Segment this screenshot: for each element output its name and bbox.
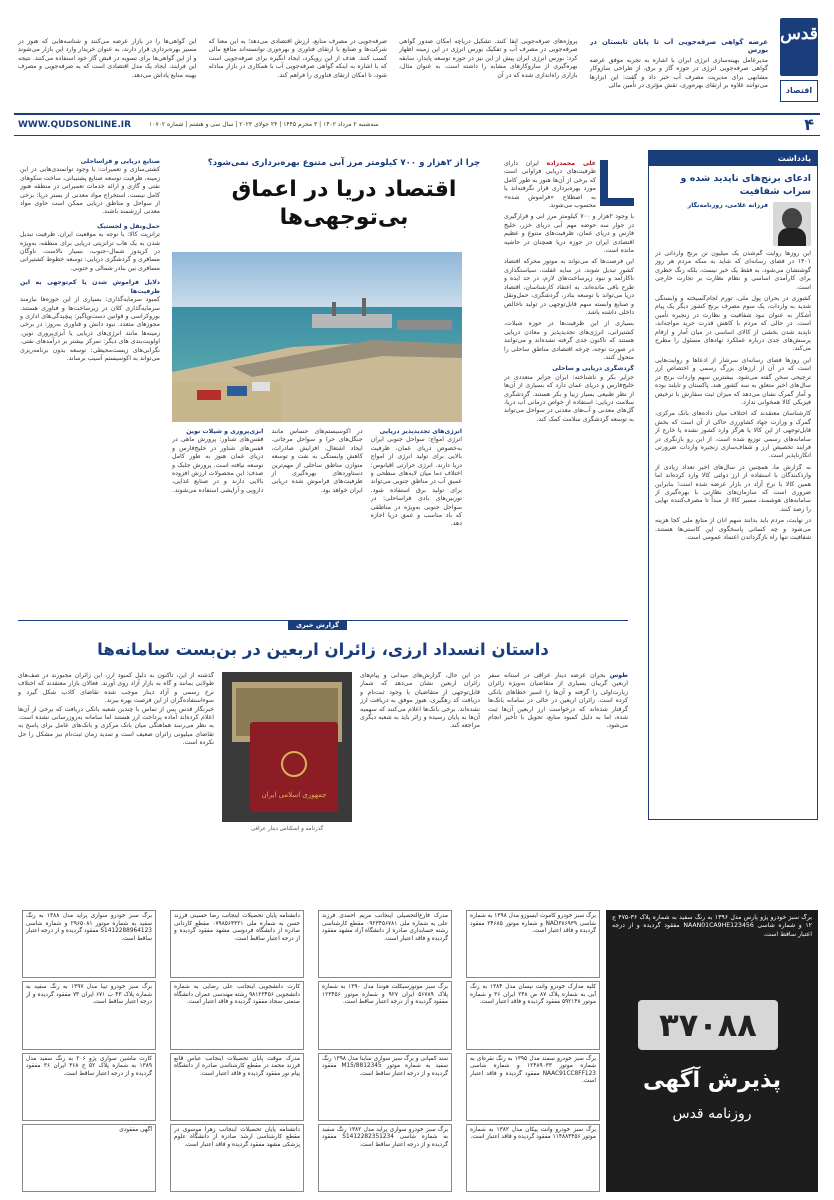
ad-text: برگ سبز خودرو کاموت ایسوزو مدل ۱۳۹۸ به شماره شاسی NAD۳۸۶۹۳۹ و شماره موتور ۲۴۶۸۵ مفقود گردیده و فاقد اعتبار است. xyxy=(470,913,597,935)
ad-text: کارت دانشجویی اینجانب علی رضایی به شماره دانشجویی ۹۸۱۲۳۴۵۶ رشته مهندسی عمران دانشگاه صنعتی سجاد مفقود گردیده و فاقد اعتبار است. xyxy=(174,984,300,1006)
sidebar-note xyxy=(648,150,818,820)
dateline: سه‌شنبه ۲ مرداد ۱۴۰۲ | ۳ محرم ۱۴۴۵ | ۲۴ جولای ۲۰۲۳ | سال سی و هشتم | شماره ۱۰۷۰۲ xyxy=(149,121,379,128)
page-number: ۴ xyxy=(804,115,814,134)
ad-item[interactable] xyxy=(170,1124,304,1192)
ad-item[interactable] xyxy=(22,981,156,1049)
article-paragraph: بسیاری از این ظرفیت‌ها در حوزه شیلات، کشتیرانی، انرژی‌های تجدیدپذیر و معادن دریایی هستند که تاکنون جدی گرفته نشده‌اند و می‌توانند در صورت توجه، چرخه اقتصادی مناطق ساحلی را متحول کنند. xyxy=(504,320,634,361)
ad-text: برگ سبز خودرو وانت پیکان مدل ۱۳۸۲ به شماره موتور ۱۱۴۸۸۳۴۵۶ مفقود گردیده و فاقد اعتبار است. xyxy=(470,1126,596,1141)
subhead-title: انرژی‌های تجدیدپذیر دریایی xyxy=(379,428,462,435)
section-label: اقتصاد xyxy=(785,86,813,95)
article-subhead xyxy=(20,279,160,363)
port-photo-svg xyxy=(172,252,462,422)
subhead-title: دلایل فراموش شدن یا کم‌توجهی به این ظرفیت‌ها xyxy=(20,279,160,295)
passport-photo-svg xyxy=(222,672,352,822)
report-text: بحران عرضه دینار عراقی در آستانه سفر اربعین گریبان بسیاری از متقاضیان به‌ویژه زائران زیارت‌اولی را گرفته و آن‌ها را اسیر خطاهای بانکی کرده است. زائران اربعین در حالی در سامانه بانک‌ها گرفتار شده‌اند که درخواست ارز اربعین آن‌ها ثبت شده، اما به دلیل کمبود منابع، تحویل با تأخیر انجام می‌شود. xyxy=(488,672,628,730)
article-mid-col-1 xyxy=(371,428,462,618)
top-column-3 xyxy=(209,38,388,110)
ad-text: مدرک موقت پایان تحصیلات اینجانب عباس قانع فرزند محمد در مقطع کارشناسی صادره از دانشگاه پیام نور مفقود گردیده و فاقد اعتبار است. xyxy=(174,1055,300,1077)
sidebar-author: فرزانه غلامی، روزنامه‌نگار xyxy=(687,202,768,209)
top-column-text: صرفه‌جویی در مصرف منابع، ارزش اقتصادی می‌دهد؛ به این معنا که شرکت‌ها و صنایع با ارتقای فناوری و بهره‌وری توانسته‌اند منافع مالی کسب کنند. هدف از این رویکرد، ایجاد انگیزه برای صرفه‌جویی است که با اشاره به اینکه گواهی صرفه‌جویی آب با همکاری در بازار مبادله شود، تا امکان ارتقای فناوری را فراهم کند. xyxy=(208,38,387,79)
ad-item[interactable] xyxy=(318,1124,452,1192)
ad-item[interactable] xyxy=(466,1053,600,1121)
website[interactable]: WWW.QUDSONLINE.IR xyxy=(18,120,132,130)
ads-box-subtitle: روزنامه قدس xyxy=(672,1106,752,1122)
ad-text: برگ سبز خودرو سمند مدل ۱۳۹۵ به رنگ نقره‌ای به شماره موتور ۱۲۴۸۹۰۳۳ و شماره شاسی NAAC91CC8FF123 مفقود گردیده و فاقد اعتبار است. xyxy=(470,1055,597,1085)
subhead-text: قفس‌های شناور: پرورش ماهی در قفس‌های شناور در خلیج‌فارس و دریای عمان هنوز به طور کامل توسعه نیافته است. پرورش جلبک و صدف: این محصولات ارزش افزوده بالایی دارند و در صنایع غذایی، دارویی و آرایشی استفاده می‌شوند. xyxy=(172,436,264,494)
sidebar-paragraph: به گزارش ما، همچنین در سال‌های اخیر تعداد زیادی از واردکنندگان با استفاده از ارز دولتی کالا وارد کرده‌اند اما همین کالا با نرخ آزاد در بازار عرضه شده است؛ بنابراین ضروری است که سازمان‌های نظارتی با بهره‌گیری از سامانه‌های هوشمند، مسیر کالا از مبدأ تا مصرف‌کننده نهایی را رصد کنند. xyxy=(655,463,811,513)
ad-text: برگ سبز خودرو سواری پراید مدل ۱۳۸۸ به رنگ سفید به شماره موتور ۲۹۶۵۰۸۱ و شماره شاسی S1412288964123 مفقود گردیده و از درجه اعتبار ساقط است. xyxy=(26,913,153,942)
report-photo-caption: گذرنامه و اسکناس دینار عراقی xyxy=(250,826,324,832)
ad-text: برگ سبز خودرو تیبا مدل ۱۳۹۷ به رنگ سفید به شماره پلاک ۴۳ ب ۶۷۱ ایران ۷۴ مفقود گردیده و از درجه اعتبار ساقط است. xyxy=(26,984,153,1006)
header-bar xyxy=(14,113,820,136)
report-body xyxy=(18,672,628,902)
article-author: علی محمدزاده xyxy=(546,160,596,167)
report-col-1 xyxy=(488,672,628,902)
subhead-text: کشتی‌سازی و تعمیرات: با وجود توانمندی‌هایی در این زمینه، ظرفیت توسعه صنایع پشتیبانی، ساخت سکوهای نفتی و گازی و ارائه خدمات تعمیراتی در منطقه هنوز کامل نیست. استخراج مواد معدنی از بستر دریا: برخی از سواحل و مناطق دریایی ممکن است حاوی مواد معدنی ارزشمند باشند. xyxy=(20,166,160,216)
top-column-2 xyxy=(399,38,578,110)
sidebar-header: یادداشت xyxy=(649,151,817,166)
logo-text: قدس xyxy=(780,24,818,44)
author-photo xyxy=(773,202,811,246)
ad-item[interactable] xyxy=(318,1053,452,1121)
report-text: در این حال، گزارش‌های میدانی و پیام‌های زائران اربعین نشان می‌دهد که شمار قابل‌توجهی از متقاضیان با وجود ثبت‌نام و دریافت کد رهگیری، هنوز موفق به دریافت ارز نشده‌اند. برخی بانک‌ها اعلام می‌کنند که سهمیه آن‌ها به پایان رسیده و زائر باید به شعبه دیگری مراجعه کند. xyxy=(360,672,480,730)
ads-box-number: ۳۷۰۸۸ xyxy=(638,1000,778,1050)
top-column-text: این گواهی‌ها را در بازار عرضه می‌کنند و شناسه‌هایی که هنوز در مسیر بهره‌برداری قرار دارند، به عنوان خریدار وارد این بازار می‌شوند و از این گواهی‌ها برای تسویه در قبض گاز خود استفاده می‌کنند. نتیجه این فرایند، ایجاد یک مدل اقتصادی است که به صرفه‌جویی و مصرف بهینه منابع پاداش می‌دهد. xyxy=(18,38,197,79)
report-col-2 xyxy=(360,672,480,902)
report-label: گزارش خبری xyxy=(288,620,347,630)
ad-text: برگ سبز موتورسیکلت هوندا مدل ۱۳۹۰ به شماره پلاک ۵۶۷۸۹ ایران ۹۲۷ و شماره موتور ۱۲۳۴۵۶ مفقود گردیده و از درجه اعتبار ساقط است. xyxy=(322,984,449,1006)
ad-item[interactable] xyxy=(466,981,600,1049)
ads-grid xyxy=(22,910,600,1192)
sidebar-paragraph: کارشناسان معتقدند که اختلاف میان داده‌های بانک مرکزی، گمرک و وزارت جهاد کشاورزی حاکی از آن است که بخش قابل‌توجهی از این کالا یا هرگز وارد کشور نشده یا خارج از سامانه‌های رسمی توزیع شده است. از این رو بازنگری در فرایند تخصیص ارز و شفاف‌سازی زنجیره واردات ضرورتی انکارناپذیر است. xyxy=(655,410,811,460)
sidebar-paragraph: کشوری در بحران پول ملی، تورم لجام‌گسیخته و وابستگی شدید به واردات، یک سوم مصرف برنج کشور دیگر یک پیام آشکار به عنوان نبود شفافیت و نظارت در زنجیره تأمین است. در حالی که مردم با کاهش قدرت خرید مواجه‌اند، ناپدید شدن بخشی از کالای اساسی در میان آمار و ارقام پرسش‌های جدی درباره عملکرد نهادهای مسئول را مطرح می‌کند. xyxy=(655,295,811,353)
ad-item[interactable] xyxy=(170,981,304,1049)
article-title-line1: اقتصاد دریا در اعماق xyxy=(231,177,457,202)
drop-cap xyxy=(600,160,634,206)
article-paragraph: این فرصت‌ها که می‌تواند به موتور محرکه اقتصاد کشور تبدیل شوند، در سایه غفلت، سیاستگذاری ناکارآمد و نبود زیرساخت‌های لازم، در حد ایده و طرح باقی مانده‌اند. به اعتقاد کارشناسان، اقتصاد دریا می‌تواند با توسعه بنادر، گردشگری، حمل‌ونقل و صنایع وابسته سهم قابل‌توجهی در تولید ناخالص داخلی داشته باشد. xyxy=(504,258,634,316)
article-mid-columns xyxy=(172,428,462,618)
subhead-title: آبزی‌پروری و شیلات نوین xyxy=(186,428,264,435)
report-photo xyxy=(222,672,352,902)
ad-item[interactable] xyxy=(22,1053,156,1121)
ad-text: دانشنامه پایان تحصیلات اینجانب زهرا موسوی در مقطع کارشناسی ارشد صادره از دانشگاه علوم پزشکی مشهد مفقود گردیده و فاقد اعتبار است. xyxy=(174,1126,300,1148)
ad-text: مدرک فارغ‌التحصیلی اینجانب مریم احمدی فرزند علی به شماره ملی ۰۹۲۳۴۵۶۷۸۱ مقطع کارشناسی رشته حسابداری صادره از دانشگاه آزاد مشهد مفقود گردیده و فاقد اعتبار است. xyxy=(322,913,448,942)
port-photo xyxy=(172,252,462,422)
ad-item[interactable] xyxy=(170,1053,304,1121)
report-dateline: طوس xyxy=(609,672,628,679)
top-column-text: پروژه‌های صرفه‌جویی ایفا کنند. تشکیل دریاچه امکان صدور گواهی صرفه‌جویی در مصرف آب و تفکیک بورس انرژی در این زمینه اظهار کرد: بورس انرژی ایران پیش از این نیز در حوزه توسعه پایدار، سابقه بهره‌گیری از سازوکارهای مشابه را داشته است. به عنوان مثال، بازاری راه‌اندازی شده که در آن xyxy=(399,38,578,79)
ad-text: کلیه مدارک خودرو وانت نیسان مدل ۱۳۸۴ به رنگ آبی به شماره پلاک ۸۷ ص ۲۴۸ ایران ۳۶ و شماره موتور ۵۹۲۱۴۸ مفقود گردیده و فاقد اعتبار است. xyxy=(470,984,596,1006)
ad-item[interactable] xyxy=(318,910,452,978)
ad-text: برگ سبز خودرو پژو پارس مدل ۱۳۹۶ به رنگ سفید به شماره پلاک ۳۶-۴۷۵ ج ۱۲ و شماره شاسی NAAN01CA9HE123456 مفقود گردیده و از درجه اعتبار ساقط است. xyxy=(612,914,812,938)
ad-item[interactable] xyxy=(466,910,600,978)
ad-top-notice xyxy=(612,914,812,939)
report-title: داستان انسداد ارزی، زائران اربعین در بن‌بست سامانه‌ها xyxy=(97,640,549,659)
subhead-text: انرژی امواج: سواحل جنوبی ایران به‌خصوص دریای عمان، ظرفیت بالایی برای تولید انرژی از امواج دریا دارند. انرژی حرارتی اقیانوس: اختلاف دما میان لایه‌های سطحی و عمیق آب در مناطق جنوبی می‌تواند برای تولید برق استفاده شود. توربین‌های بادی فراساحلی: در سواحل جنوبی به‌ویژه در مناطقی که باد مناسب و عمق دریا اجازه دهد. xyxy=(370,436,462,528)
article-subhead xyxy=(20,158,160,217)
logo[interactable] xyxy=(780,18,818,76)
article-mid-text: در اکوسیستم‌های حساس مانند جنگل‌های حرا و سواحل مرجانی. ایجاد اشتغال، افزایش صادرات، کاهش وابستگی به نفت و توسعه متوازن مناطق ساحلی از مهم‌ترین دستاوردهای بهره‌گیری از ظرفیت‌های فراموش شده دریایی ایران خواهد بود. xyxy=(271,428,363,494)
ad-item[interactable] xyxy=(318,981,452,1049)
sidebar-paragraph: در نهایت، مردم باید بدانند سهم آنان از منابع ملی کجا هزینه می‌شود و چه کسانی پاسخگوی این کاستی‌ها هستند. شفافیت تنها راه بازگرداندن اعتماد عمومی است. xyxy=(655,517,811,541)
ads-box-title: پذیرش آگهی xyxy=(642,1068,782,1093)
sidebar-body xyxy=(649,246,817,546)
ad-item[interactable] xyxy=(22,1124,156,1192)
article-kicker: چرا از ۲هزار و ۷۰۰ کیلومتر مرز آبی متنوع بهره‌برداری نمی‌شود؟ xyxy=(207,158,481,168)
ad-item[interactable] xyxy=(466,1124,600,1192)
top-column-1 xyxy=(590,38,769,110)
article-lead-column xyxy=(504,160,634,620)
article-title-line2: بی‌توجهی‌ها xyxy=(279,205,409,230)
ad-item[interactable] xyxy=(22,910,156,978)
subhead-title: صنایع دریایی و فراساحلی xyxy=(80,158,160,165)
article-headline-block xyxy=(194,158,494,244)
top-column-4 xyxy=(18,38,197,110)
subhead-title: حمل‌ونقل و لجستیک xyxy=(97,222,160,230)
sidebar-author-row xyxy=(649,202,817,246)
article-subhead xyxy=(20,223,160,273)
article-subhead xyxy=(504,365,634,424)
article-mid-col-3 xyxy=(172,428,263,618)
section-tag xyxy=(780,80,818,102)
subhead-text: ترانزیت کالا: با توجه به موقعیت ایران، ظرفیت تبدیل شدن به یک هاب ترانزیتی دریایی برای منطقه، به‌ویژه در کریدور شمال–جنوب، بسیار بالاست. ناوگان مسافری و گردشگری دریایی: توسعه خطوط کشتیرانی مسافری بین بنادر شمالی و جنوبی. xyxy=(20,231,160,272)
article-lead: ایران دارای ظرفیت‌های دریایی فراوانی است که برخی از آن‌ها هنوز به طور کامل مورد بهره‌برداری قرار نگرفته‌اند یا به اصطلاح «فراموش شده» محسوب می‌شوند. xyxy=(504,160,596,210)
sidebar-title: ادعای برنج‌های ناپدید شده و سراب شفافیت xyxy=(680,173,811,197)
report-text: گذشته از این، تاکنون به دلیل کمبود ارز، این زائران مجبورند در صف‌های طولانی بمانند و گاه به بازار آزاد روی آورند. فعالان بازار معتقدند که اختلاف نرخ رسمی و آزاد دینار موجب شده تقاضای کاذب شکل گیرد و سوءاستفاده‌گران از این فرصت بهره ببرند. xyxy=(18,672,214,705)
ad-text: دانشنامه پایان تحصیلات اینجانب رضا حسینی فرزند حسن به شماره ملی ۰۷۹۸۵۶۴۳۲۱ مقطع کاردانی صادره از دانشگاه فردوسی مشهد مفقود گردیده و از درجه اعتبار ساقط است. xyxy=(174,913,300,942)
sidebar-paragraph: این روزها فضای رسانه‌ای سرشار از ادعاها و روایت‌هایی است که در آن از ارزهای بزرگ رسمی و اختصاص ارز ترجیحی سخن گفته می‌شود. بیشترین سهم واردات برنج در سال‌های اخیر متعلق به سه کشور هند، پاکستان و تایلند بوده و آمار گمرک نشان می‌دهد که میزان ثبت سفارش با ترخیص فیزیکی کالا همخوانی ندارد. xyxy=(655,356,811,406)
ad-text: آگهی مفقودی xyxy=(119,1126,152,1133)
top-columns xyxy=(18,38,768,110)
subhead-title: گردشگری دریایی و ساحلی xyxy=(552,365,634,373)
sidebar-paragraph: این روزها روایت گم‌شدن یک میلیون تن برنج وارداتی در ۱۴۰۱ در فضای رسانه‌ای که شاید به سکه مردم هر روز گوشتشان می‌شود، به فقط یک خبر نیست، بلکه زنگ خطری برای کارآمدی اساسی و نظام نظارت بر تجارت خارجی است. xyxy=(655,250,811,291)
ad-text: برگ سبز خودرو سواری پراید مدل ۱۳۸۲ رنگ سفید به شماره شاسی S1412282351234 مفقود گردیده و از درجه اعتبار ساقط است. xyxy=(322,1126,449,1148)
ad-text: سند کمپانی و برگ سبز سواری ساینا مدل ۱۳۹۸ رنگ سفید به شماره موتور M15/8812345 مفقود گردیده و از درجه اعتبار ساقط است. xyxy=(322,1055,448,1077)
ad-text: کارت ماشین سواری پژو ۲۰۶ به رنگ سفید مدل ۱۳۸۹ به شماره پلاک ۵۲ ج ۳۶۸ ایران ۳۶ مفقود گردیده و از درجه اعتبار ساقط است. xyxy=(26,1055,152,1077)
article-mid-col-2 xyxy=(271,428,362,618)
article-left-column xyxy=(20,158,160,618)
top-column-text: مدیرعامل بهینه‌سازی انرژی ایران با اشاره به تجربه موفق عرضه گواهی صرفه‌جویی انرژی در حوزه گاز و برق، از طراحی سازوکار مشابهی برای مدیریت مصرف آب خبر داد و گفت: این ابزارها می‌توانند علاوه بر ارتقای بهره‌وری، نقش مؤثری در تأمین مالی xyxy=(589,56,768,90)
subhead-text: کمبود سرمایه‌گذاری: بسیاری از این حوزه‌ها نیازمند سرمایه‌گذاری کلان در زیرساخت‌ها و فناوری هستند. بوروکراسی و قوانین دست‌وپاگیر: پیچیدگی‌های اداری و مجوزهای متعدد. نبود دانش و فناوری به‌روز: در برخی زمینه‌ها مانند انرژی‌های دریایی یا آبزی‌پروری نوین. اولویت‌بندی های دیگر: تمرکز بیشتر بر درآمدهای نفتی. نگرانی‌های زیست‌محیطی: توسعه بدون برنامه‌ریزی می‌تواند به اکوسیستم آسیب برساند. xyxy=(20,296,160,362)
article-paragraph: با وجود ۲هزار و ۷۰۰ کیلومتر مرز آبی و قرارگیری در جوار سه حوضه مهم آبی دریای خزر، خلیج فارس و دریای عمان، ظرفیت‌های متنوع و عظیم اقتصادی ایران در حوزه دریا همچنان در حاشیه مانده است. xyxy=(504,213,634,255)
report-text: خبرنگار قدس پس از تماس با چندین شعبه بانکی دریافت که برخی از آن‌ها اعلام کرده‌اند آماده پرداخت ارز هستند اما سامانه به‌روزرسانی نشده است. به نظر می‌رسد هماهنگی میان بانک مرکزی و بانک‌های عامل برای پاسخ به تقاضای میلیونی زائران ضعیف است و تمدید زمان ثبت‌نام نیز مشکل را حل نکرده است. xyxy=(18,705,214,747)
top-column-title: عرضه گواهی صرفه‌جویی آب تا پایان تابستان در بورس xyxy=(589,38,768,55)
ads-box[interactable] xyxy=(606,910,818,1192)
report-label-bar xyxy=(18,620,628,633)
subhead-text: جزایر بکر و ناشناخته: ایران جزایر متعددی در خلیج‌فارس و دریای عمان دارد که بسیاری از آن‌ها از نظر طبیعی بسیار زیبا و بکر هستند. گردشگری سلامت دریایی: استفاده از خواص درمانی آب دریا، گل‌های معدنی و آب‌های معدنی در سواحل می‌تواند به توسعه گردشگری سلامت کمک کند. xyxy=(504,373,634,423)
ad-item[interactable] xyxy=(170,910,304,978)
report-col-4 xyxy=(18,672,214,902)
passport-text: جمهوری اسلامی ایران xyxy=(261,791,327,799)
